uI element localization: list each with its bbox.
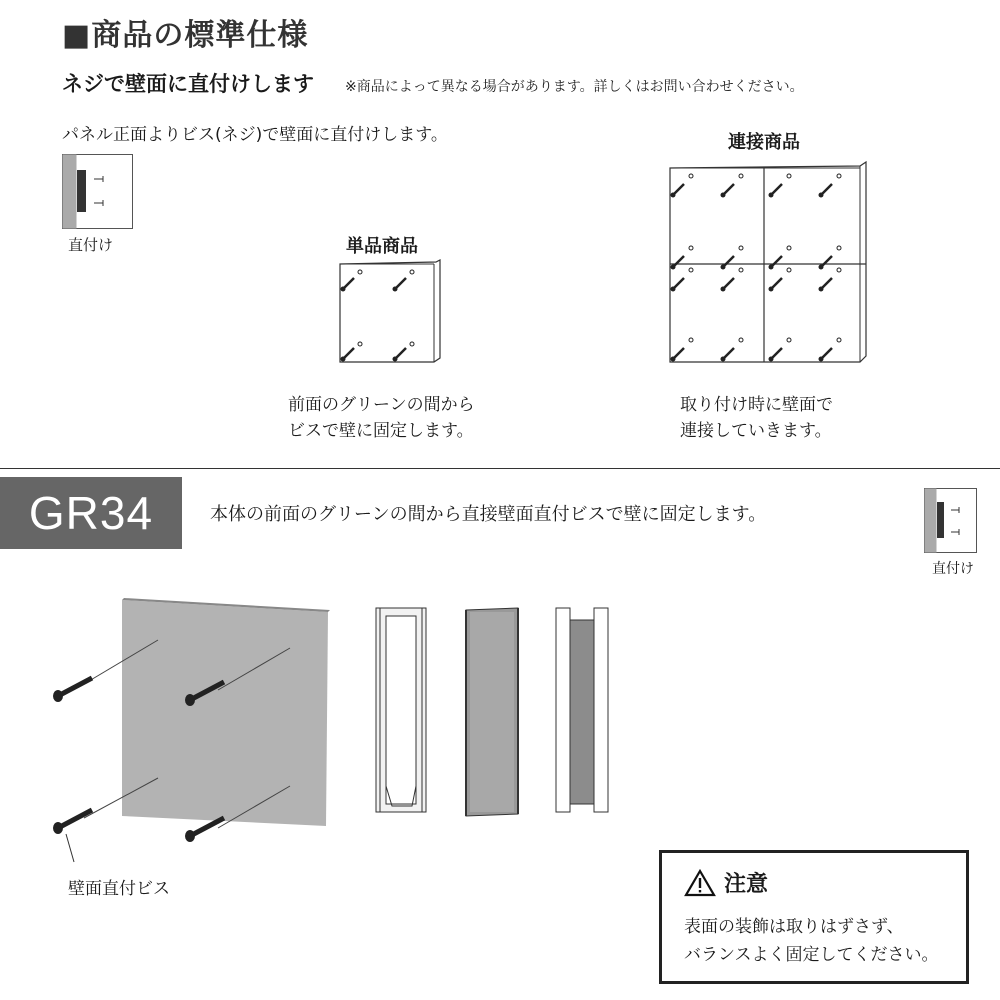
product-code-badge: GR34 xyxy=(0,477,182,549)
single-product-desc-1: 前面のグリーンの間から xyxy=(288,395,475,415)
caution-text xyxy=(684,913,939,969)
section-subtitle: ネジで壁面に直付けします xyxy=(62,72,314,96)
gr-description: 本体の前面のグリーンの間から直接壁面直付ビスで壁に固定します。 xyxy=(210,504,767,525)
connected-product-desc-2: 連接していきます。 xyxy=(680,421,832,441)
single-panel-diagram xyxy=(336,258,444,370)
caution-title xyxy=(684,867,768,898)
section-divider xyxy=(0,468,1000,469)
single-product-desc-2: ビスで壁に固定します。 xyxy=(288,421,474,441)
caution-title-text: 注意 xyxy=(724,872,769,897)
direct-mount-icon xyxy=(62,154,134,230)
caution-line-2: バランスよく固定してください。 xyxy=(684,945,939,965)
direct-mount-icon-small xyxy=(924,488,978,554)
direct-mount-caption: 直付け xyxy=(68,236,114,254)
direct-mount-caption-small: 直付け xyxy=(932,561,974,577)
intro-text: パネル正面よりビス(ネジ)で壁面に直付けします。 xyxy=(62,125,448,145)
channel-profile-3 xyxy=(552,606,616,820)
screw-icon xyxy=(53,810,92,834)
channel-profile-2 xyxy=(462,606,526,820)
caution-line-1: 表面の装飾は取りはずさず、 xyxy=(684,917,904,937)
warning-icon xyxy=(684,869,716,897)
page-title: ■商品の標準仕様 xyxy=(62,18,309,53)
channel-profile-1 xyxy=(372,606,442,820)
single-product-label: 単品商品 xyxy=(346,236,418,257)
connected-product-desc-1: 取り付け時に壁面で xyxy=(680,395,833,415)
gr34-panel-diagram xyxy=(40,590,350,880)
connected-product-label: 連接商品 xyxy=(728,132,800,153)
screw-icon xyxy=(185,818,224,842)
caution-box xyxy=(659,850,969,984)
wall-screw-label: 壁面直付ビス xyxy=(68,879,170,899)
connected-panel-diagram xyxy=(664,160,870,366)
disclaimer-note: ※商品によって異なる場合があります。詳しくはお問い合わせください。 xyxy=(345,79,804,95)
screw-icon xyxy=(53,678,92,702)
